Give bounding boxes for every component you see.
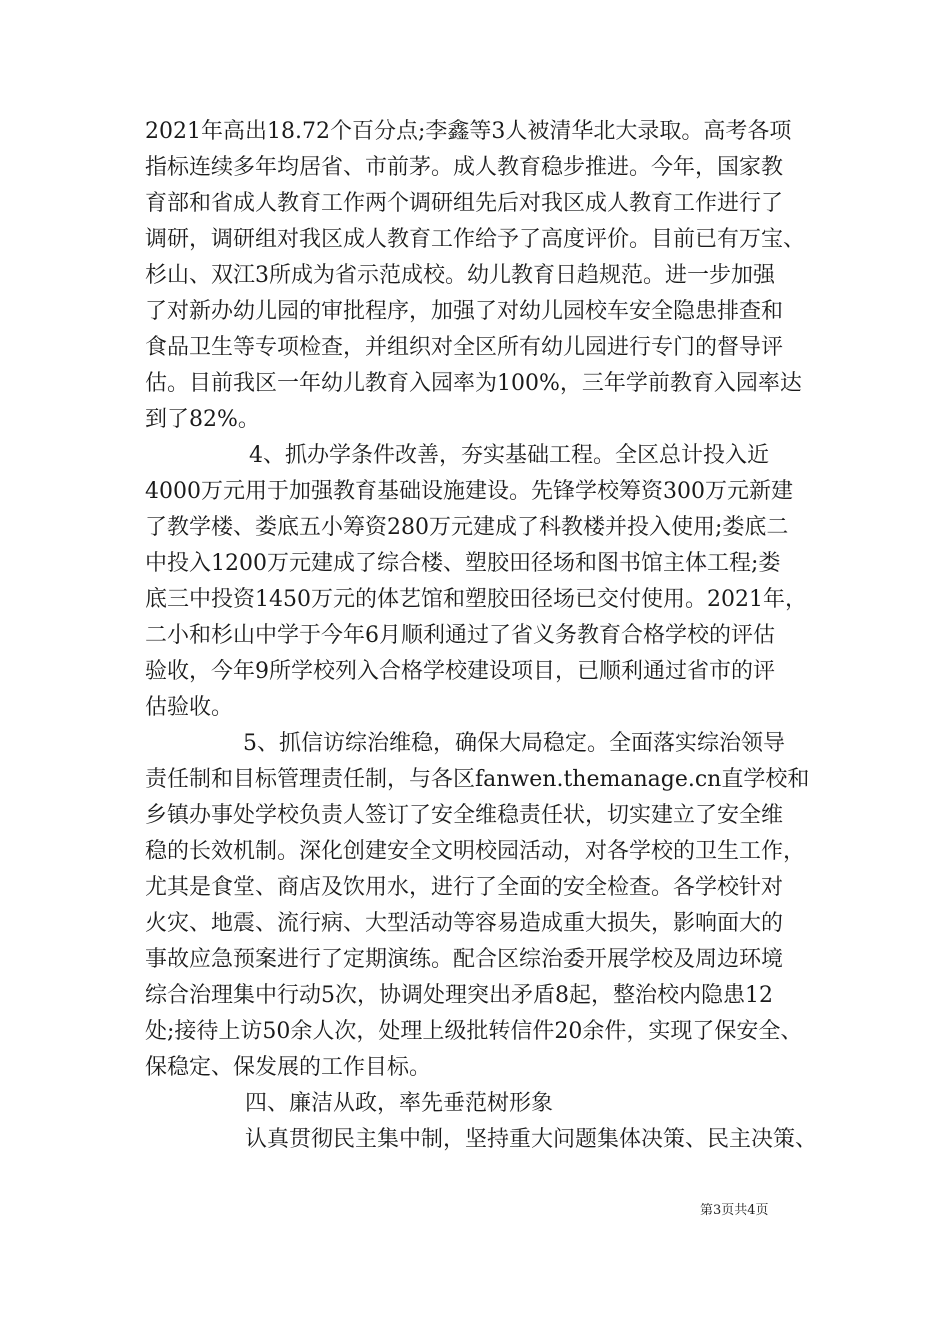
text-line: 中投入1200万元建成了综合楼、塑胶田径场和图书馆主体工程;娄 [145, 551, 781, 576]
text-line: 稳的长效机制。深化创建安全文明校园活动，对各学校的卫生工作， [145, 839, 806, 864]
text-line: 二小和杉山中学于今年6月顺利通过了省义务教育合格学校的评估 [145, 623, 775, 648]
text-line: 处;接待上访50余人次，处理上级批转信件20余件，实现了保安全、 [145, 1019, 803, 1044]
text-line: 事故应急预案进行了定期演练。配合区综治委开展学校及周边环境 [145, 947, 784, 972]
text-line: 了教学楼、娄底五小筹资280万元建成了科教楼并投入使用;娄底二 [145, 515, 789, 540]
text-line: 2021年高出18.72个百分点;李鑫等3人被清华北大录取。高考各项 [145, 119, 792, 144]
text-line: 乡镇办事处学校负责人签订了安全维稳责任状，切实建立了安全维 [145, 803, 784, 828]
text-line: 底三中投资1450万元的体艺馆和塑胶田径场已交付使用。2021年， [145, 587, 807, 612]
text-line: 育部和省成人教育工作两个调研组先后对我区成人教育工作进行了 [145, 191, 784, 216]
text-line: 估验收。 [145, 695, 234, 720]
section-heading-line: 4、抓办学条件改善，夯实基础工程。全区总计投入近 [249, 443, 769, 468]
text-line: 验收，今年9所学校列入合格学校建设项目，已顺利通过省市的评 [145, 659, 775, 684]
text-line: 尤其是食堂、商店及饮用水，进行了全面的安全检查。各学校针对 [145, 875, 784, 900]
page-number: 第3页共4页 [700, 1203, 769, 1218]
text-line: 了对新办幼儿园的审批程序，加强了对幼儿园校车安全隐患排查和 [145, 299, 784, 324]
text-line: 责任制和目标管理责任制，与各区fanwen.themanage.cn直学校和 [145, 767, 810, 792]
text-line: 火灾、地震、流行病、大型活动等容易造成重大损失，影响面大的 [145, 911, 784, 936]
section-heading-line: 5、抓信访综治维稳，确保大局稳定。全面落实综治领导 [243, 731, 785, 756]
text-line: 保稳定、保发展的工作目标。 [145, 1055, 432, 1080]
section-title: 四、廉洁从政，率先垂范树形象 [245, 1091, 554, 1116]
text-line: 估。目前我区一年幼儿教育入园率为100%，三年学前教育入园率达 [145, 371, 802, 396]
text-line: 调研，调研组对我区成人教育工作给予了高度评价。目前已有万宝、 [145, 227, 806, 252]
text-line: 到了82%。 [145, 407, 260, 432]
text-line: 综合治理集中行动5次，协调处理突出矛盾8起，整治校内隐患12 [145, 983, 773, 1008]
document-body [145, 114, 835, 1158]
text-line: 指标连续多年均居省、市前茅。成人教育稳步推进。今年，国家教 [145, 155, 784, 180]
text-line: 食品卫生等专项检查，并组织对全区所有幼儿园进行专门的督导评 [145, 335, 784, 360]
text-line: 4000万元用于加强教育基础设施建设。先锋学校筹资300万元新建 [145, 479, 793, 504]
text-line: 杉山、双江3所成为省示范成校。幼儿教育日趋规范。进一步加强 [145, 263, 775, 288]
text-line: 认真贯彻民主集中制，坚持重大问题集体决策、民主决策、 [245, 1127, 818, 1152]
